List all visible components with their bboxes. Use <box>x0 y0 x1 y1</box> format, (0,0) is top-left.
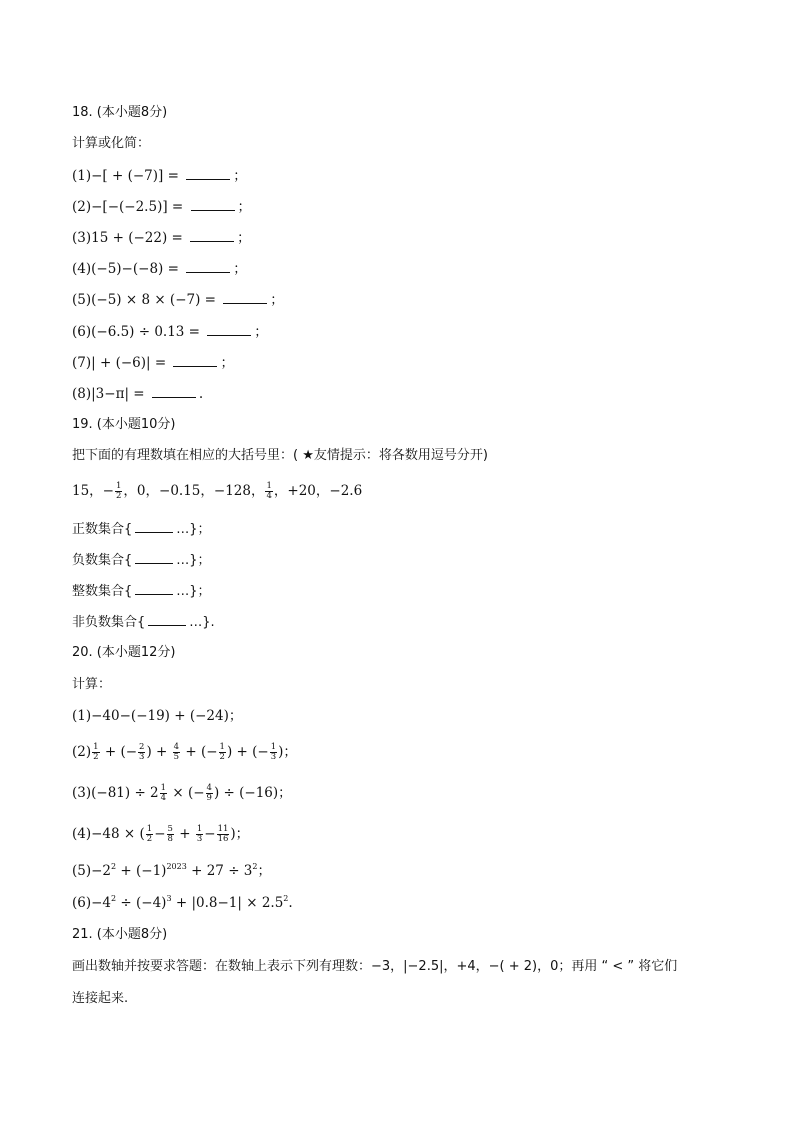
answer-blank <box>207 323 251 336</box>
fraction: $\frac{1}{3}$ <box>196 824 203 844</box>
q18-item-3: (3)15 + (−22) = ； <box>72 230 251 246</box>
q19-set-integer: 整数集合{ …}； <box>72 584 211 599</box>
q20-problem-2: (2) $\frac{1}{2}$ + (− $\frac{2}{3}$ ) + $\frac{4}{5}$ + (− $\frac{1}{2}$ ) + (− $\frac{1}{3}$ )； <box>72 742 297 762</box>
answer-blank <box>223 291 267 304</box>
q18-item-2: (2)−[−(−2.5)] = ； <box>72 199 251 215</box>
answer-blank <box>173 354 217 367</box>
fraction: $\frac{2}{3}$ <box>139 742 145 762</box>
q19-set-nonnegative: 非负数集合{ …}. <box>72 615 215 630</box>
q19-set-negative: 负数集合{ …}； <box>72 553 211 568</box>
q20-problem-6: $(6)-4^2 \div (-4)^3 + |0.8-1| \times 2.5^2$. <box>72 894 293 911</box>
q18-item-6: (6)(−6.5) ÷ 0.13 = ； <box>72 324 268 340</box>
q20-header: 20. (本小题12分) <box>72 645 176 660</box>
fraction: $\frac{1}{4}$ <box>160 783 167 803</box>
q20-problem-1: (1)−40−(−19) + (−24)； <box>72 708 243 724</box>
fraction: $\frac{4}{9}$ <box>206 783 212 803</box>
q20-instruction: 计算： <box>72 677 112 692</box>
q20-problem-4: (4)−48 × ( $\frac{1}{2}$ − $\frac{5}{8}$ + $\frac{1}{3}$ − $\frac{11}{16}$ )； <box>72 824 250 844</box>
q21-header: 21. (本小题8分) <box>72 927 168 942</box>
answer-blank <box>135 582 173 595</box>
fraction: $\frac{5}{8}$ <box>167 824 173 844</box>
fraction: $\frac{11}{16}$ <box>217 824 229 844</box>
q19-set-positive: 正数集合{ …}； <box>72 522 211 537</box>
fraction: $\frac{1}{3}$ <box>270 742 277 762</box>
fraction: $\frac{1}{4}$ <box>266 481 272 501</box>
answer-blank <box>152 385 196 398</box>
q19-number-list: 15，− $\frac{1}{2}$ ，0，−0.15，−128， $\frac{1}{4}$ ，+20，−2.6 <box>72 481 363 501</box>
q19-instruction: 把下面的有理数填在相应的大括号里：( ★友情提示：将各数用逗号分开) <box>72 448 488 463</box>
fraction: $\frac{1}{2}$ <box>93 742 99 762</box>
fraction: $\frac{4}{5}$ <box>173 742 180 762</box>
answer-blank <box>186 260 230 273</box>
q19-header: 19. (本小题10分) <box>72 417 176 432</box>
q18-item-4: (4)(−5)−(−8) = ； <box>72 261 247 277</box>
answer-blank <box>190 229 234 242</box>
q18-instruction: 计算或化简： <box>72 136 151 151</box>
answer-blank <box>148 613 186 626</box>
q21-text-line-1: 画出数轴并按要求答题：在数轴上表示下列有理数：−3，|−2.5|，+4，−( + 2)，0；再用 “ < ” 将它们 <box>72 959 678 974</box>
q18-header: 18. (本小题8分) <box>72 105 168 120</box>
q20-problem-3: (3)(−81) ÷ 2 $\frac{1}{4}$ × (− $\frac{4}{9}$ ) ÷ (−16)； <box>72 783 292 803</box>
answer-blank <box>191 198 235 211</box>
q18-item-1: (1)−[ + (−7)] = ； <box>72 168 247 184</box>
q18-item-8: (8)|3−π| = . <box>72 386 204 402</box>
fraction: $\frac{1}{2}$ <box>219 742 225 762</box>
answer-blank <box>135 520 173 533</box>
q18-item-5: (5)(−5) × 8 × (−7) = ； <box>72 292 284 308</box>
fraction: $\frac{1}{2}$ <box>146 824 153 844</box>
q21-text-line-2: 连接起来. <box>72 991 129 1006</box>
fraction: $\frac{1}{2}$ <box>116 481 122 501</box>
q18-item-7: (7)| + (−6)| = ； <box>72 355 234 371</box>
answer-blank <box>135 551 173 564</box>
answer-blank <box>186 167 230 180</box>
q20-problem-5: $(5)-2^2 + (-1)^{2023} + 27 \div 3^2$； <box>72 862 271 879</box>
